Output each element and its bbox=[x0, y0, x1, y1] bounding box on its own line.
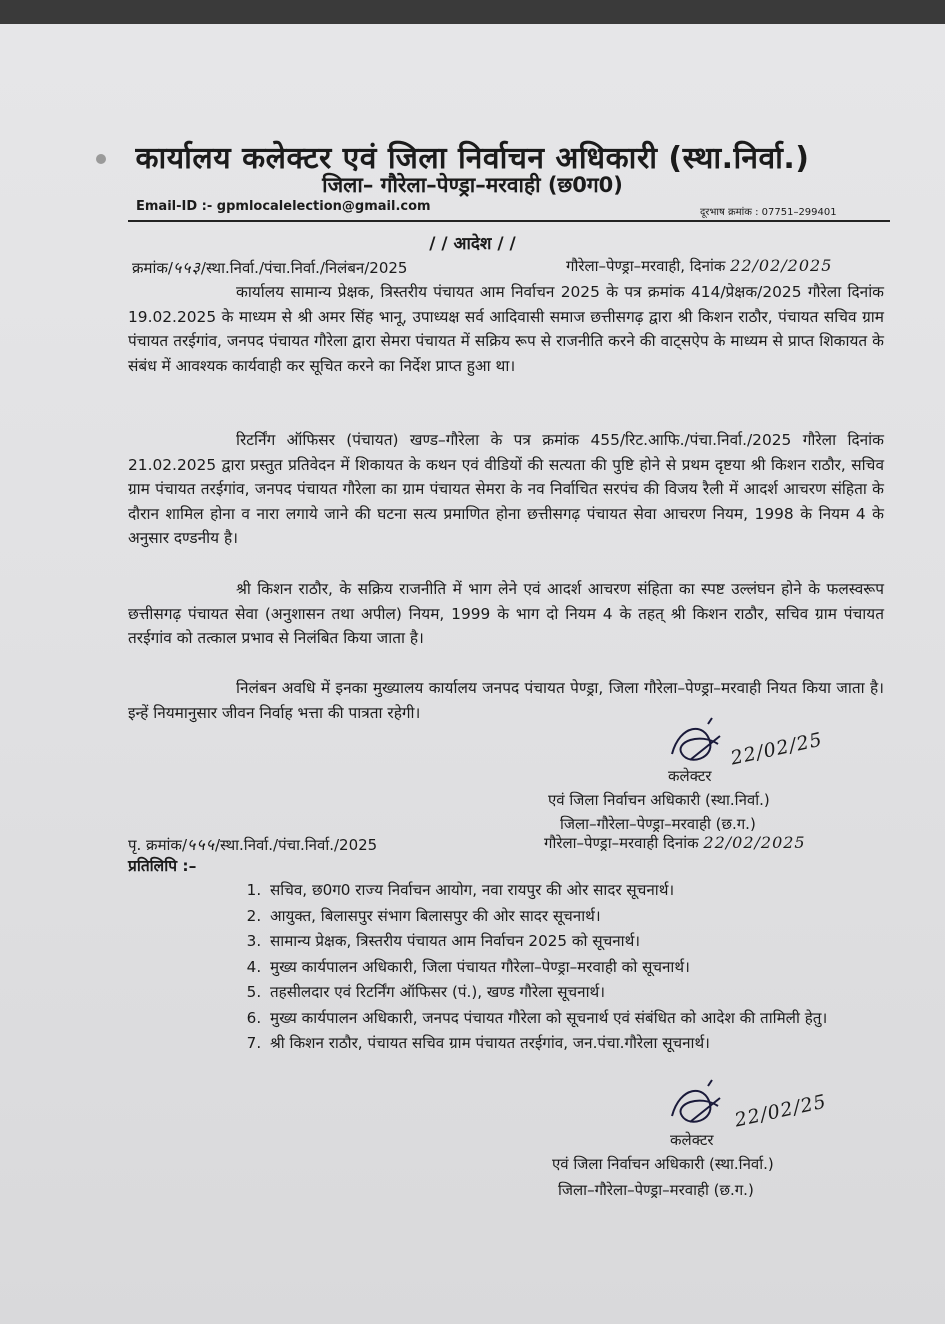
endorsement-ref-suffix: /स्था.निर्वा./पंचा.निर्वा./2025 bbox=[214, 836, 378, 854]
date-handwritten: 22/02/2025 bbox=[730, 256, 833, 275]
copy-item-6: 6. मुख्य कार्यपालन अधिकारी, जनपद पंचायत गौरेला को सूचनार्थ एवं संबंधित को आदेश की तामिली हेतु। bbox=[266, 1006, 920, 1032]
signature-2-date: 22/02/25 bbox=[732, 1090, 829, 1132]
copy-list bbox=[236, 878, 920, 1057]
district-subtitle: जिला– गौरेला–पेण्ड्रा–मरवाही (छ0ग0) bbox=[322, 173, 623, 197]
header-divider bbox=[128, 220, 890, 222]
copy-item-1: 1. सचिव, छ0ग0 राज्य निर्वाचन आयोग, नवा रायपुर की ओर सादर सूचनार्थ। bbox=[266, 878, 920, 904]
signature-1-office: एवं जिला निर्वाचन अधिकारी (स्था.निर्वा.) bbox=[548, 791, 770, 809]
signature-1-district: जिला–गौरेला–पेण्ड्रा–मरवाही (छ.ग.) bbox=[560, 815, 756, 833]
copy-item-7: 7. श्री किशन राठौर, पंचायत सचिव ग्राम पंचायत तरईगांव, जन.पंचा.गौरेला सूचनार्थ। bbox=[266, 1031, 920, 1057]
copy-item-4: 4. मुख्य कार्यपालन अधिकारी, जिला पंचायत गौरेला–पेण्ड्रा–मरवाही को सूचनार्थ। bbox=[266, 955, 920, 981]
endorsement-ref-prefix: पृ. क्रमांक/ bbox=[128, 836, 188, 854]
endorsement-ref-number: ५५५ bbox=[187, 835, 215, 854]
copy-item-3: 3. सामान्य प्रेक्षक, त्रिस्तरीय पंचायत आम निर्वाचन 2025 को सूचनार्थ। bbox=[266, 929, 920, 955]
signature-2-district: जिला–गौरेला–पेण्ड्रा–मरवाही (छ.ग.) bbox=[558, 1181, 754, 1199]
endorsement-place-date bbox=[544, 833, 806, 853]
copy-item-2: 2. आयुक्त, बिलासपुर संभाग बिलासपुर की ओर सादर सूचनार्थ। bbox=[266, 904, 920, 930]
endorsement-place-date-prefix: गौरेला–पेण्ड्रा–मरवाही दिनांक bbox=[544, 834, 699, 852]
endorsement-date-handwritten: 22/02/2025 bbox=[703, 833, 806, 852]
endorsement-reference bbox=[128, 833, 377, 855]
ref-number-handwritten: ५५३ bbox=[172, 258, 201, 277]
paragraph-3: श्री किशन राठौर, के सक्रिय राजनीति में भाग लेने एवं आदर्श आचरण संहिता का स्पष्ट उल्लंघन होने के फलस्वरूप छत्तीसगढ़ पंचायत सेवा (अनुशासन तथा अपील) नियम, 1999 के भाग दो नियम 4 के तहत् श्री किशन राठौर, सचिव ग्राम पंचायत तरईगांव को तत्काल प्रभाव से निलंबित किया जाता है। bbox=[128, 580, 884, 647]
phone-line: दूरभाष क्रमांक : 07751–299401 bbox=[700, 207, 837, 218]
email-line: Email-ID :- gpmlocalelection@gmail.com bbox=[136, 199, 431, 214]
copy-heading: प्रतिलिपि :– bbox=[128, 857, 197, 875]
paragraph-2: रिटर्निंग ऑफिसर (पंचायत) खण्ड–गौरेला के पत्र क्रमांक 455/रिट.आफि./पंचा.निर्वा./2025 गौरेला दिनांक 21.02.2025 द्वारा प्रस्तुत प्रतिवेदन में शिकायत के कथन एवं वीडियों की सत्यता की पुष्टि होने से प्रथम दृष्टया श्री किशन राठौर, सचिव ग्राम पंचायत तरईगांव, जनपद पंचायत गौरेला का ग्राम पंचायत सेमरा के नव निर्वाचित सरपंच की विजय रैली में आदर्श आचरण संहिता के दौरान शामिल होना व नारा लगाये जाने की घटना सत्य प्रमाणित होना छत्तीसगढ़ पंचायत सेवा आचरण नियम, 1998 के नियम 4 के अनुसार दण्डनीय है। bbox=[128, 431, 884, 547]
order-reference bbox=[132, 256, 407, 278]
copy-item-5: 5. तहसीलदार एवं रिटर्निंग ऑफिसर (पं.), खण्ड गौरेला सूचनार्थ। bbox=[266, 980, 920, 1006]
order-place-date bbox=[566, 256, 832, 276]
ref-prefix: क्रमांक/ bbox=[132, 259, 173, 277]
signature-1-date: 22/02/25 bbox=[728, 728, 825, 770]
paragraph-4: निलंबन अवधि में इनका मुख्यालय कार्यालय जनपद पंचायत पेण्ड्रा, जिला गौरेला–पेण्ड्रा–मरवाही नियत किया जाता है। इन्हें नियमानुसार जीवन निर्वाह भत्ता की पात्रता रहेगी। bbox=[128, 679, 884, 722]
document-page bbox=[0, 24, 945, 1324]
signature-2-designation: कलेक्टर bbox=[670, 1131, 714, 1149]
order-heading: / / आदेश / / bbox=[429, 234, 516, 254]
place-date-prefix: गौरेला–पेण्ड्रा–मरवाही, दिनांक bbox=[566, 257, 726, 275]
office-title: कार्यालय कलेक्टर एवं जिला निर्वाचन अधिकारी (स्था.निर्वा.) bbox=[135, 141, 810, 176]
paragraph-1: कार्यालय सामान्य प्रेक्षक, त्रिस्तरीय पंचायत आम निर्वाचन 2025 के पत्र क्रमांक 414/प्रेक्षक/2025 गौरेला दिनांक 19.02.2025 के माध्यम से श्री अमर सिंह भानू, उपाध्यक्ष सर्व आदिवासी समाज छत्तीसगढ़ द्वारा श्री किशन राठौर, पंचायत सचिव ग्राम पंचायत तरईगांव, जनपद पंचायत गौरेला द्वारा सेमरा पंचायत में सक्रिय रूप से राजनीति करने की वाट्सऐप के माध्यम से प्राप्त शिकायत के संबंध में आवश्यक कार्यवाही कर सूचित करने का निर्देश प्राप्त हुआ था। bbox=[128, 283, 884, 375]
ref-suffix: /स्था.निर्वा./पंचा.निर्वा./निलंबन/2025 bbox=[200, 259, 408, 277]
signature-2-office: एवं जिला निर्वाचन अधिकारी (स्था.निर्वा.) bbox=[552, 1155, 774, 1173]
signature-1-designation: कलेक्टर bbox=[668, 767, 712, 785]
